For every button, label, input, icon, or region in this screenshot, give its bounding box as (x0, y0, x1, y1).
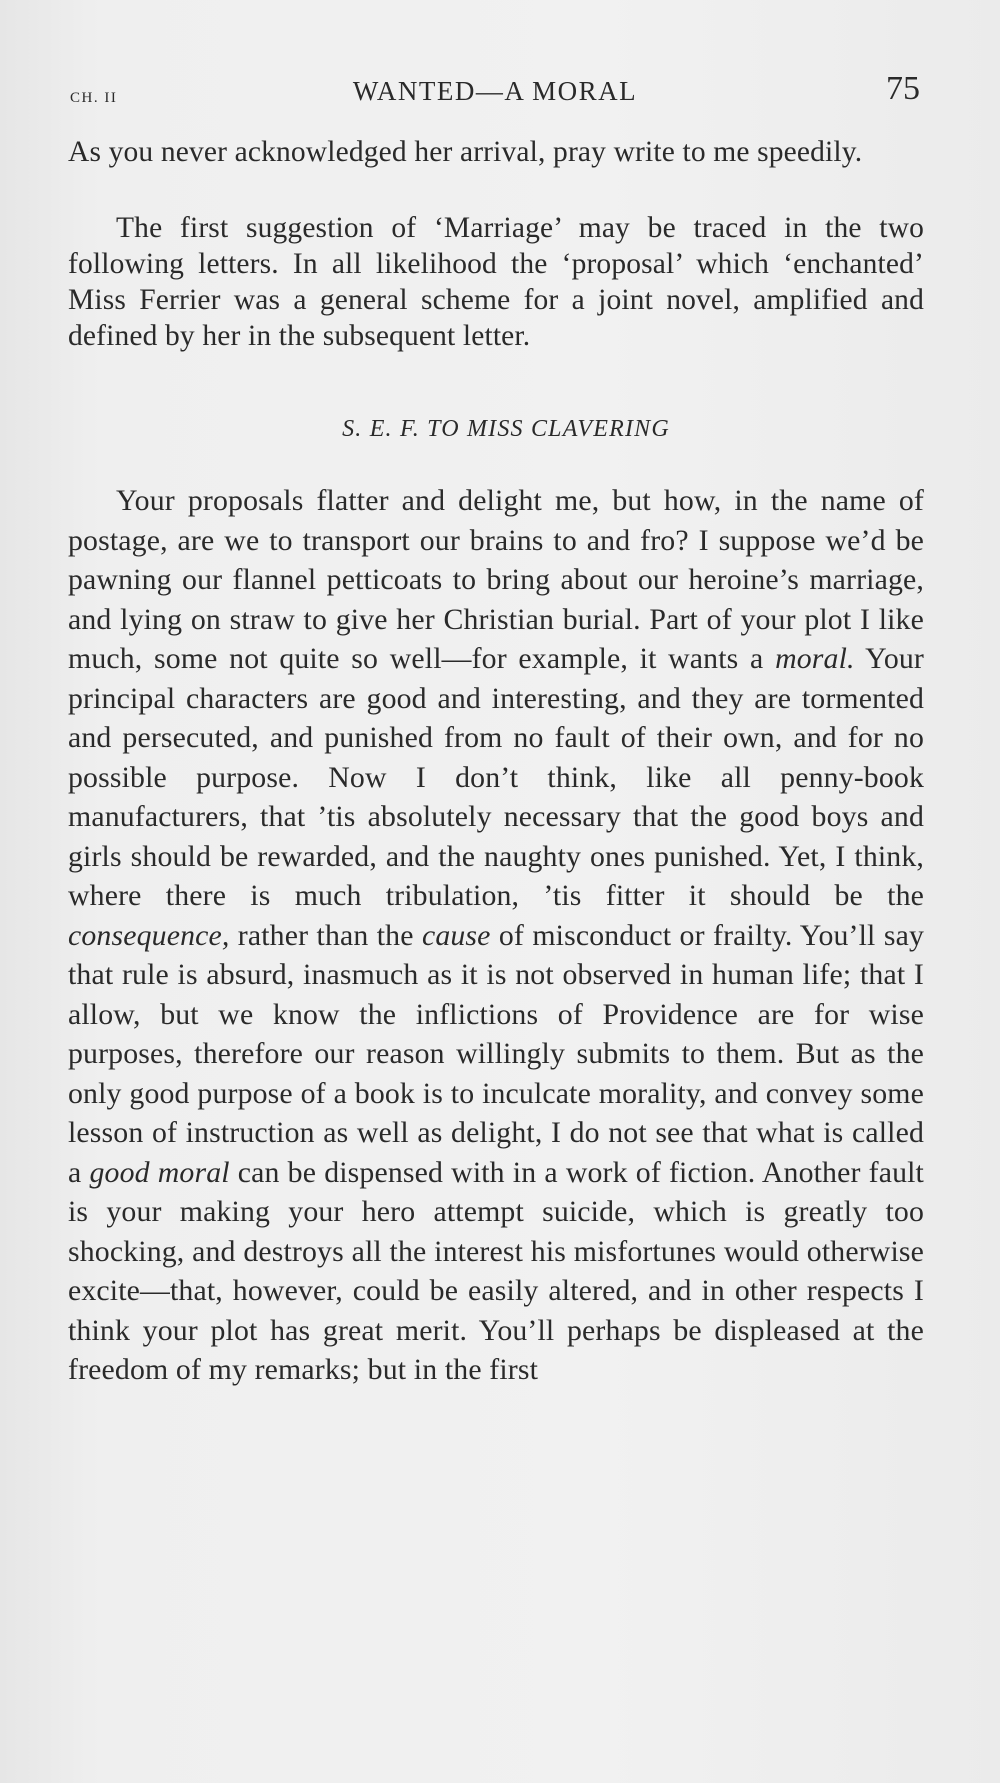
letter-text-3: rather than the (229, 918, 422, 952)
letter-heading: S. E. F. TO MISS CLAVERING (342, 416, 670, 442)
letter-body (68, 481, 924, 1390)
chapter-label: CH. II (70, 90, 118, 106)
letter-text-1: Your proposals flatter and delight me, but how, in the name of postage, are we to transport our brains to and fro? I suppose we’d be pawning our flannel petticoats to bring about our heroine’s marriage, and lying on straw to give her Christian burial. Part of your plot I like much, some not quite so well—for example, it wants a (68, 484, 924, 675)
body-text (68, 134, 924, 1390)
letter-text-4: of misconduct or frailty. You’ll say that rule is absurd, inasmuch as it is not observed in human life; that I allow, but we know the inflictions of Providence are for wise purposes, therefore our reason willingly submits to them. But as the only good purpose of a book is to inculcate morality, and convey some lesson of instruction as well as delight, I do not see that what is called a (68, 918, 924, 1189)
letter-text-5: can be dispensed with in a work of fiction. Another fault is your making your hero attempt suicide, which is greatly too shocking, and destroys all the interest his misfortunes would otherwise excite—that, however, could be easily altered, and in other respects I think your plot has great merit. You’ll perhaps be displeased at the freedom of my remarks; but in the first (68, 1155, 924, 1386)
page-number: 75 (886, 70, 920, 107)
letter-text-2: Your principal characters are good and interesting, and they are tormented and persecuted, and punished from no fault of their own, and for no possible purpose. Now I don’t think, like all penny-book manufacturers, that ’tis absolutely necessary that the good boys and girls should be rewarded, and the naughty ones punished. Yet, I think, where there is much tribulation, ’tis fitter it should be the (68, 642, 924, 912)
paragraph-2: The first suggestion of ‘Marriage’ may be traced in the two following letters. In all likelihood the ‘proposal’ which ‘enchanted’ Miss Ferrier was a general scheme for a joint novel, amplified and defined by her in the subsequent letter. (68, 212, 924, 352)
emphasis-good-moral: good moral (89, 1155, 230, 1189)
emphasis-moral: moral. (775, 642, 855, 675)
emphasis-consequence: consequence, (68, 918, 230, 952)
running-head (70, 62, 920, 112)
paragraph-1: As you never acknowledged her arrival, pray write to me speedily. (68, 136, 863, 168)
emphasis-cause: cause (421, 918, 491, 952)
running-title: WANTED—A MORAL (352, 76, 638, 106)
